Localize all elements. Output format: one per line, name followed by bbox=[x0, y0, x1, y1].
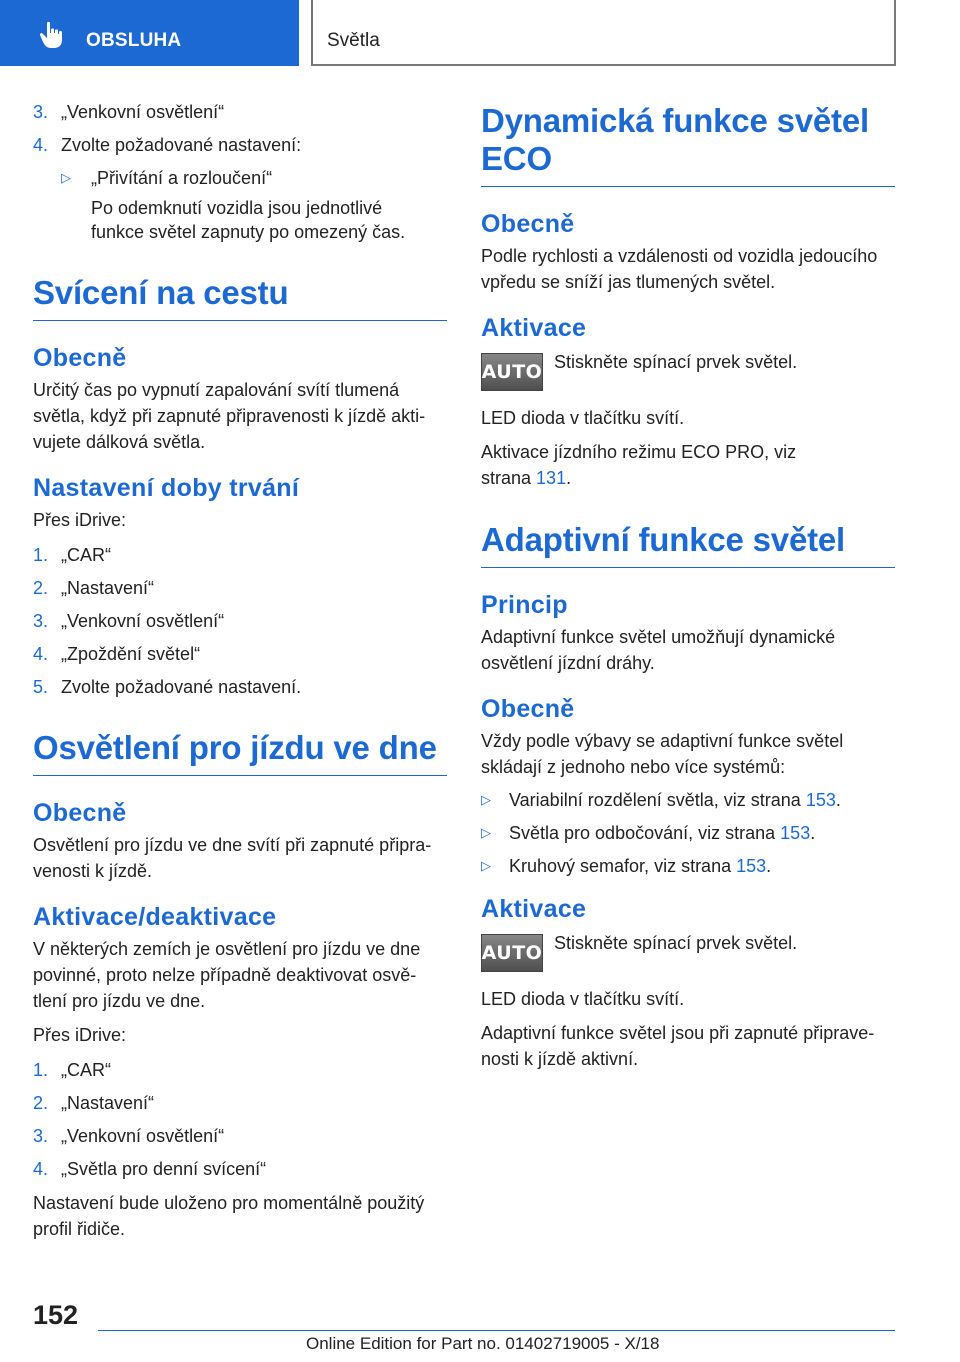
list-item: 5. Zvolte požadované nastavení. bbox=[33, 677, 302, 697]
list-item: 3. „Venkovní osvětlení“ bbox=[33, 1126, 225, 1146]
page-link[interactable]: 153 bbox=[736, 856, 767, 876]
list-item: 1. „CAR“ bbox=[33, 1060, 111, 1080]
heading-aktivace: Aktivace bbox=[481, 895, 587, 923]
heading-obecne: Obecně bbox=[481, 695, 575, 723]
list-item: 1. „CAR“ bbox=[33, 545, 111, 565]
page-number: 152 bbox=[33, 1300, 79, 1330]
paragraph: Adaptivní funkce světel jsou při zapnuté připrave- nosti k jízdě aktivní. bbox=[481, 1023, 875, 1069]
list-item: 4. „Zpoždění světel“ bbox=[33, 644, 201, 664]
triangle-bullet-icon: ▷ bbox=[481, 858, 491, 873]
hand-pointer-icon bbox=[38, 20, 66, 50]
heading-aktivace: Aktivace bbox=[481, 314, 587, 342]
heading-obecne: Obecně bbox=[481, 210, 575, 238]
page-link[interactable]: 153 bbox=[780, 823, 811, 843]
paragraph: V některých zemích je osvětlení pro jízdu ve dne povinné, proto nelze případně deaktivovat osvě- tlení pro jízdu ve dne. bbox=[33, 939, 421, 1011]
heading-dynamicka-funkce: Dynamická funkce světel ECO bbox=[481, 102, 895, 187]
auto-instruction: AUTO Stiskněte spínací prvek světel. bbox=[481, 930, 895, 976]
left-column bbox=[33, 100, 447, 1250]
heading-nastaveni-doby: Nastavení doby trvání bbox=[33, 474, 300, 502]
list-item: 2. „Nastavení“ bbox=[33, 578, 155, 598]
heading-adaptivni-funkce: Adaptivní funkce světel bbox=[481, 521, 895, 568]
paragraph: Přes iDrive: bbox=[33, 1025, 127, 1045]
paragraph: LED dioda v tlačítku svítí. bbox=[481, 408, 685, 428]
page-tab bbox=[311, 0, 896, 66]
paragraph: Aktivace jízdního režimu ECO PRO, viz strana 131. bbox=[481, 442, 797, 488]
list-item: ▷ Kruhový semafor, viz strana 153. bbox=[481, 856, 772, 876]
heading-obecne: Obecně bbox=[33, 799, 127, 827]
sub-list-text: Po odemknutí vozidla jsou jednotlivé funkce světel zapnuty po omezený čas. bbox=[91, 198, 406, 242]
list-item: 2. „Nastavení“ bbox=[33, 1093, 155, 1113]
triangle-bullet-icon: ▷ bbox=[481, 792, 491, 807]
list-item: 4. Zvolte požadované nastavení: bbox=[33, 135, 302, 155]
auto-button-icon: AUTO bbox=[481, 353, 543, 391]
page-tab-label: Světla bbox=[327, 30, 380, 51]
heading-aktivace-deaktivace: Aktivace/deaktivace bbox=[33, 903, 277, 931]
auto-instruction: AUTO Stiskněte spínací prvek světel. bbox=[481, 349, 895, 395]
heading-osvetleni-pro-jizdu: Osvětlení pro jízdu ve dne bbox=[33, 729, 447, 776]
paragraph: Vždy podle výbavy se adaptivní funkce světel skládají z jednoho nebo více systémů: bbox=[481, 731, 844, 777]
heading-obecne: Obecně bbox=[33, 344, 127, 372]
right-column bbox=[481, 100, 895, 1080]
sub-list-item: ▷ „Přivítání a rozloučení“ bbox=[61, 168, 273, 188]
paragraph: Adaptivní funkce světel umožňují dynamické osvětlení jízdní dráhy. bbox=[481, 627, 836, 673]
footer-edition: Online Edition for Part no. 01402719005 - X/18 bbox=[306, 1334, 660, 1353]
paragraph: Přes iDrive: bbox=[33, 510, 127, 530]
list-item: 4. „Světla pro denní svícení“ bbox=[33, 1159, 267, 1179]
paragraph: LED dioda v tlačítku svítí. bbox=[481, 989, 685, 1009]
page-link[interactable]: 131 bbox=[536, 468, 567, 488]
section-tab-label: OBSLUHA bbox=[86, 30, 182, 51]
list-item: ▷ Variabilní rozdělení světla, viz strana 153. bbox=[481, 790, 841, 810]
heading-princip: Princip bbox=[481, 591, 568, 619]
paragraph: Nastavení bude uloženo pro momentálně použitý profil řidiče. bbox=[33, 1193, 425, 1239]
section-tab[interactable] bbox=[0, 0, 299, 66]
heading-svitani-na-cestu: Svícení na cestu bbox=[33, 274, 447, 321]
page-header bbox=[0, 0, 960, 66]
paragraph: Určitý čas po vypnutí zapalování svítí tlumená světla, když při zapnuté připravenosti k jízdě akti- vujete dálková světla. bbox=[33, 380, 426, 452]
list-item: ▷ Světla pro odbočování, viz strana 153. bbox=[481, 823, 816, 843]
page-link[interactable]: 153 bbox=[805, 790, 836, 810]
triangle-bullet-icon: ▷ bbox=[61, 170, 71, 185]
footer-divider bbox=[98, 1330, 895, 1331]
paragraph: Podle rychlosti a vzdálenosti od vozidla jedoucího vpředu se sníží jas tlumených světel. bbox=[481, 246, 878, 292]
list-item: 3. „Venkovní osvětlení“ bbox=[33, 102, 225, 122]
auto-button-icon: AUTO bbox=[481, 934, 543, 972]
paragraph: Osvětlení pro jízdu ve dne svítí při zapnuté připra- venosti k jízdě. bbox=[33, 835, 432, 881]
triangle-bullet-icon: ▷ bbox=[481, 825, 491, 840]
list-item: 3. „Venkovní osvětlení“ bbox=[33, 611, 225, 631]
